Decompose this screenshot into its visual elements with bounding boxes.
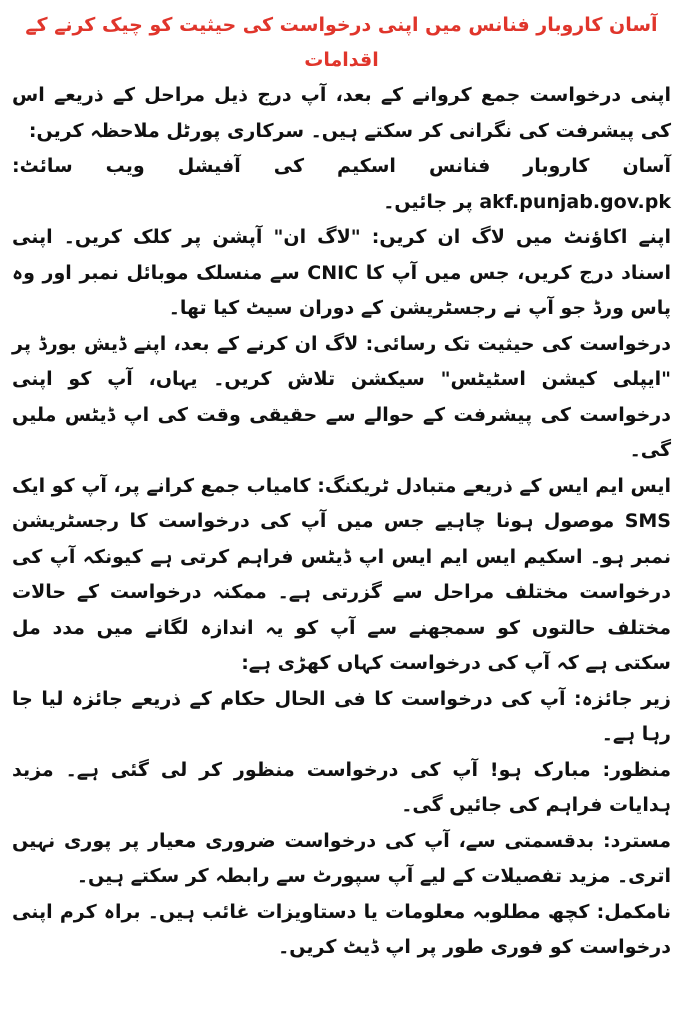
step-sms-tracking: ایس ایم ایس کے ذریعے متبادل ٹریکنگ: کامیاب جمع کرانے پر، آپ کو ایک SMS موصول ہونا چاہیے جس میں آپ کی درخواست کا رجسٹریشن نمبر ہو۔ اسکیم ایس ایم ایس اپ ڈیٹس فراہم کرتی ہے کیونکہ آپ کی درخواست مختلف مراحل سے گزرتی ہے۔ ممکنہ درخواست کے حالات مختلف حالتوں کو سمجھنے سے آپ کو یہ اندازہ لگانے میں مدد مل سکتی ہے کہ آپ کی درخواست کہاں کھڑی ہے: bbox=[12, 474, 671, 674]
status-rejected: مسترد: بدقسمتی سے، آپ کی درخواست ضروری معیار پر پوری نہیں اتری۔ مزید تفصیلات کے لیے آپ سپورٹ سے رابطہ کر سکتے ہیں۔ bbox=[12, 829, 671, 887]
article-title: آسان کاروبار فنانس میں اپنی درخواست کی حیثیت کو چیک کرنے کے اقدامات bbox=[25, 14, 658, 71]
status-incomplete: نامکمل: کچھ مطلوبہ معلومات یا دستاویزات غائب ہیں۔ براہ کرم اپنی درخواست کو فوری طور پر اپ ڈیٹ کریں۔ bbox=[12, 900, 671, 958]
step-login: اپنے اکاؤنٹ میں لاگ ان کریں: "لاگ ان" آپشن پر کلک کریں۔ اپنی اسناد درج کریں، جس میں آپ کا CNIC سے منسلک موبائل نمبر اور وہ پاس ورڈ جو آپ نے رجسٹریشن کے دوران سیٹ کیا تھا۔ bbox=[12, 226, 671, 319]
step-access-status: درخواست کی حیثیت تک رسائی: لاگ ان کرنے کے بعد، اپنے ڈیش بورڈ پر "ایپلی کیشن اسٹیٹس" سیکشن تلاش کریں۔ یہاں، آپ کو اپنی درخواست کی پیشرفت کے حوالے سے حقیقی وقت کی اپ ڈیٹس ملیں گی۔ bbox=[12, 332, 671, 461]
status-approved: منظور: مبارک ہو! آپ کی درخواست منظور کر لی گئی ہے۔ مزید ہدایات فراہم کی جائیں گی۔ bbox=[12, 758, 671, 816]
status-under-review: زیر جائزہ: آپ کی درخواست کا فی الحال حکام کے ذریعے جائزہ لیا جا رہا ہے۔ bbox=[12, 687, 671, 745]
intro-paragraph: اپنی درخواست جمع کروانے کے بعد، آپ درج ذیل مراحل کے ذریعے اس کی پیشرفت کی نگرانی کر سکتے ہیں۔ سرکاری پورٹل ملاحظہ کریں: bbox=[12, 84, 671, 142]
step-visit-website: آسان کاروبار فنانس اسکیم کی آفیشل ویب سائٹ: akf.punjab.gov.pk پر جائیں۔ bbox=[12, 155, 671, 213]
